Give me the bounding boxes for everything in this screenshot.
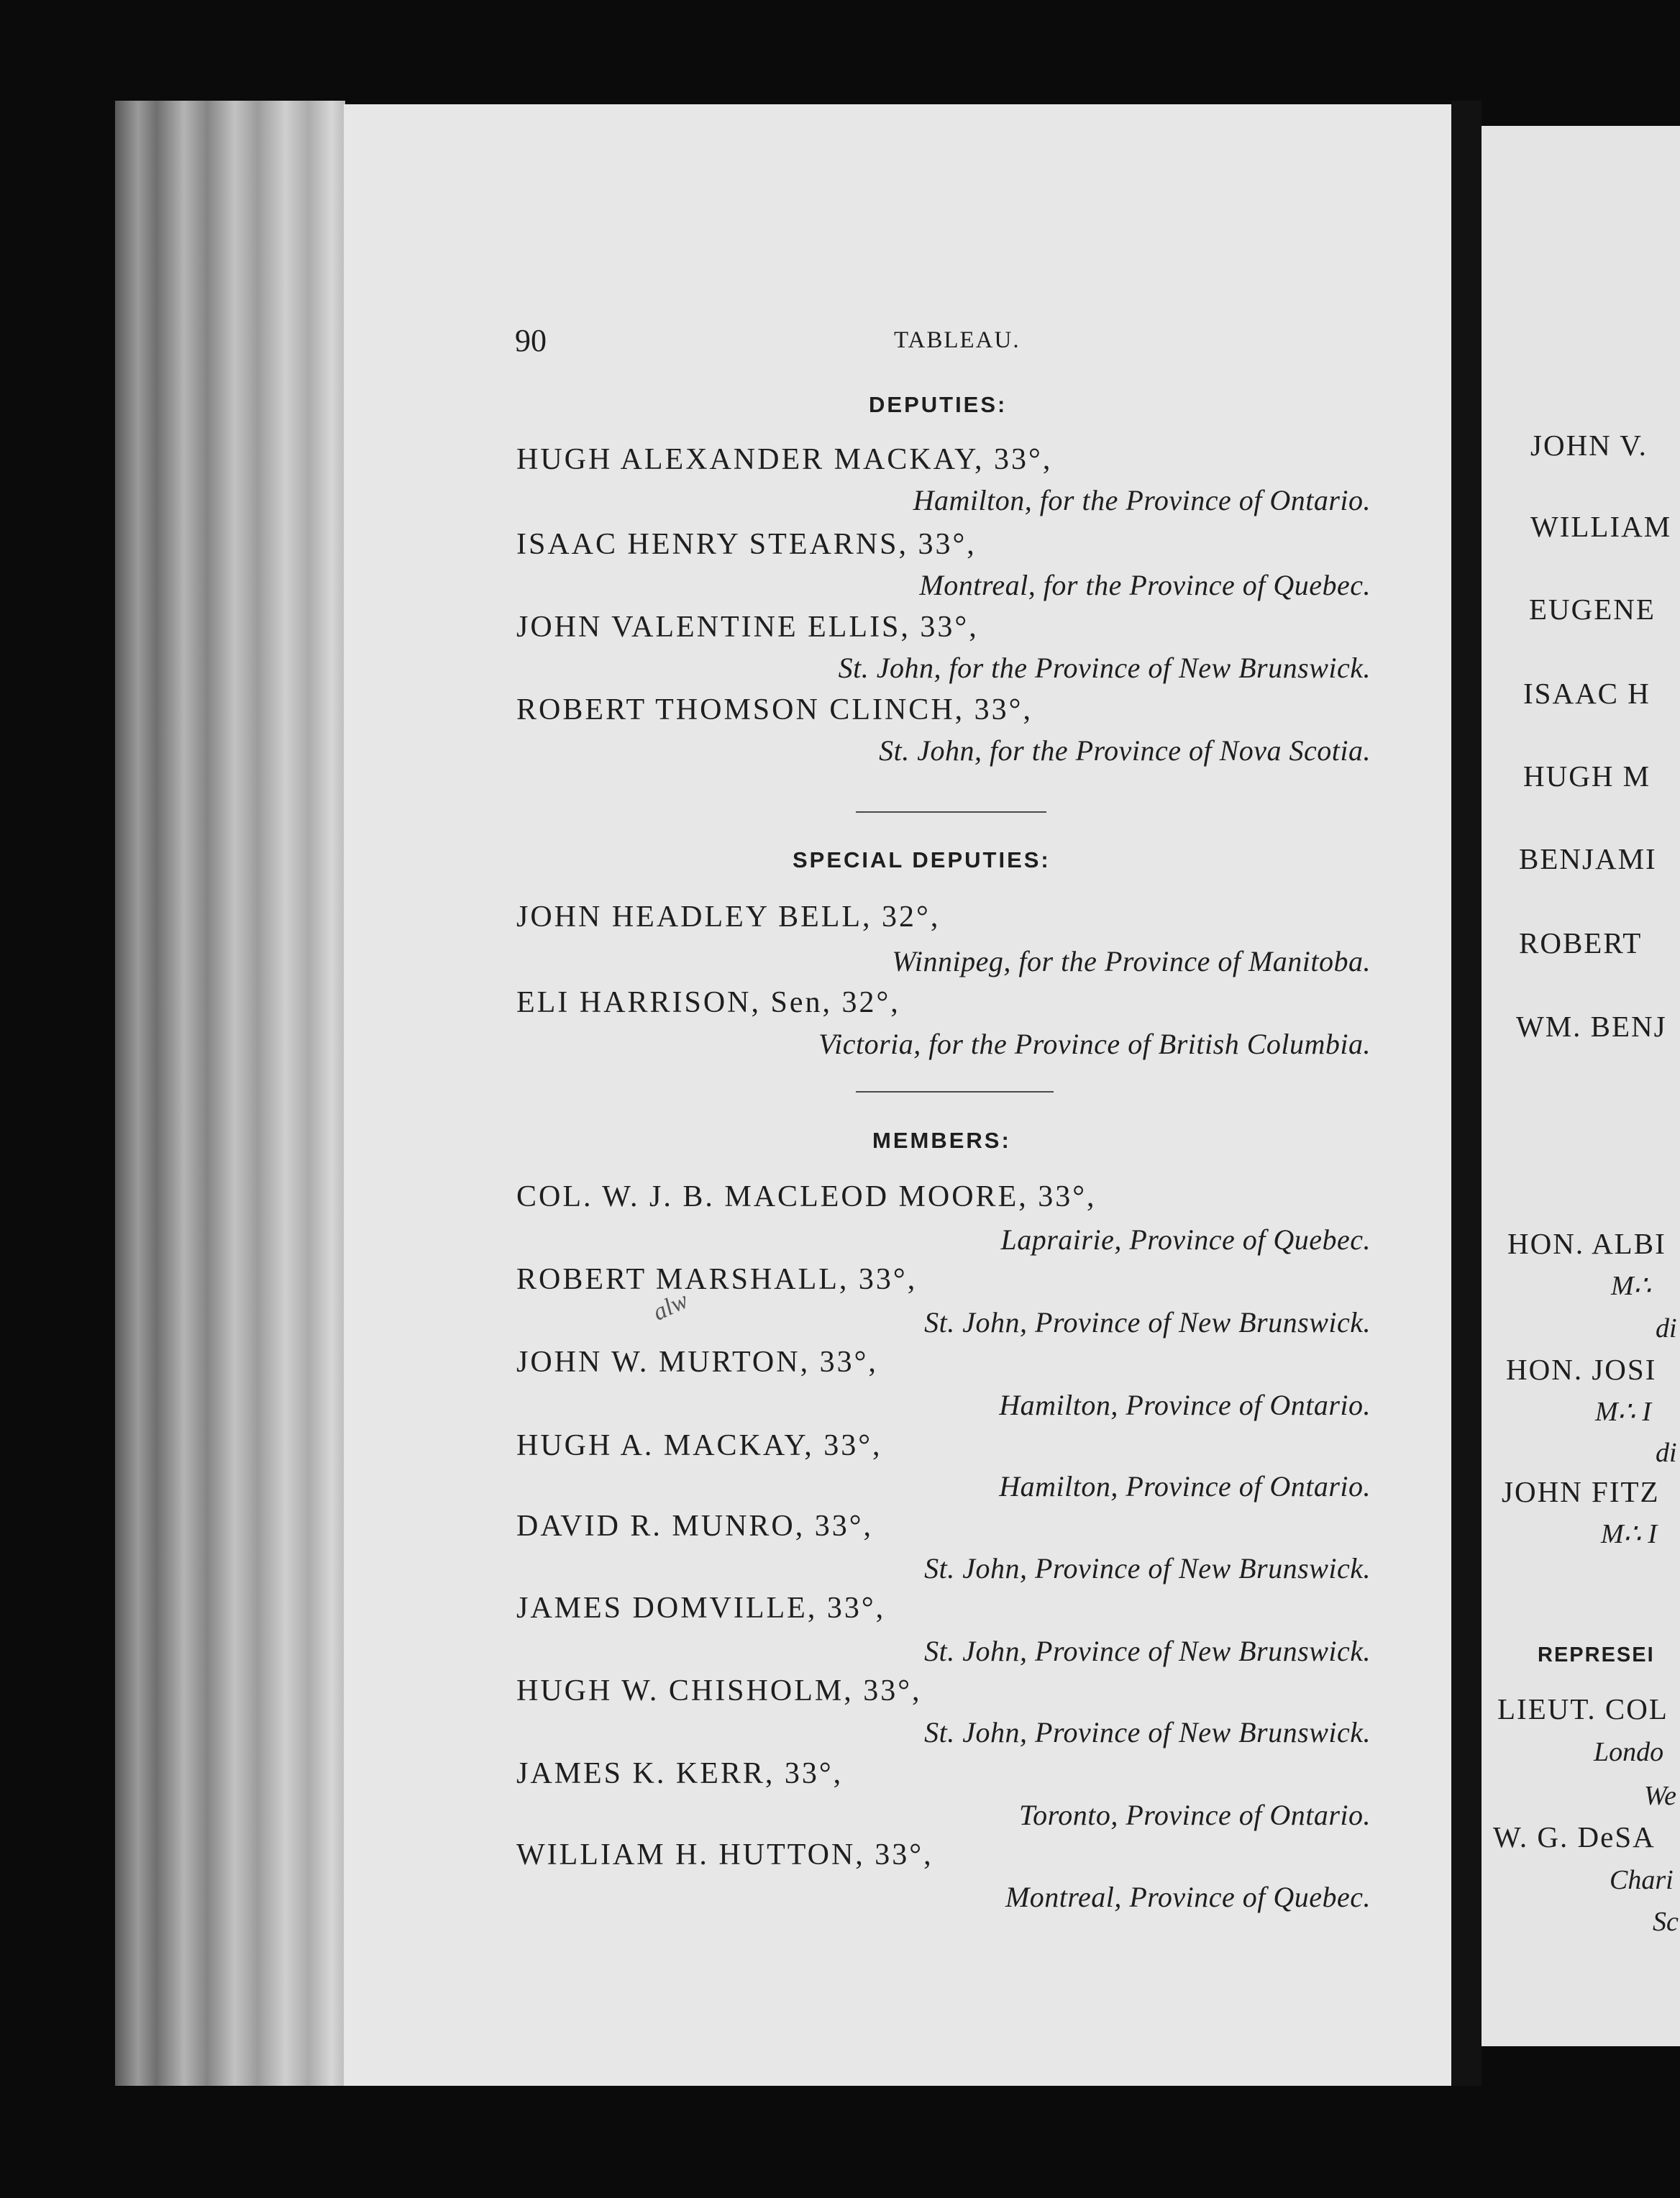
right-page-line: Londo bbox=[1594, 1737, 1664, 1767]
entry-place: St. John, Province of New Brunswick. bbox=[924, 1716, 1371, 1748]
entry-name: JOHN VALENTINE ELLIS, 33°, bbox=[516, 611, 979, 644]
book-gutter bbox=[1451, 101, 1482, 2086]
entry-name: ISAAC HENRY STEARNS, 33°, bbox=[516, 528, 977, 561]
right-page-line: We bbox=[1644, 1781, 1677, 1811]
entry-place: St. John, Province of New Brunswick. bbox=[924, 1635, 1371, 1667]
entry-place: Hamilton, for the Province of Ontario. bbox=[913, 484, 1371, 516]
entry-place: Hamilton, Province of Ontario. bbox=[999, 1470, 1371, 1502]
entry-place: Hamilton, Province of Ontario. bbox=[999, 1389, 1371, 1421]
right-page-line: M∴ I bbox=[1595, 1397, 1651, 1427]
entry-name: ROBERT MARSHALL, 33°, bbox=[516, 1263, 918, 1296]
entry-name: HUGH ALEXANDER MACKAY, 33°, bbox=[516, 443, 1053, 476]
running-head: TABLEAU. bbox=[894, 327, 1021, 353]
page-number: 90 bbox=[515, 323, 547, 358]
right-page-line: WILLIAM bbox=[1530, 510, 1672, 543]
entry-place: Winnipeg, for the Province of Manitoba. bbox=[892, 945, 1371, 977]
right-page-line: M∴ I bbox=[1601, 1519, 1657, 1549]
entry-name: HUGH A. MACKAY, 33°, bbox=[516, 1429, 882, 1462]
entry-place: St. John, for the Province of New Brunswick. bbox=[838, 652, 1371, 684]
section-divider bbox=[856, 1091, 1054, 1093]
right-page-line: EUGENE bbox=[1529, 593, 1656, 626]
entry-name: JOHN HEADLEY BELL, 32°, bbox=[516, 900, 941, 934]
entry-name: ELI HARRISON, Sen, 32°, bbox=[516, 986, 900, 1019]
entry-name: JAMES K. KERR, 33°, bbox=[516, 1757, 844, 1790]
right-page-line: ROBERT bbox=[1519, 926, 1643, 959]
right-page-line: JOHN V. bbox=[1530, 429, 1648, 462]
entry-name: COL. W. J. B. MACLEOD MOORE, 33°, bbox=[516, 1180, 1097, 1213]
right-page-line: HON. ALBI bbox=[1507, 1227, 1666, 1260]
right-page-line: HON. JOSI bbox=[1506, 1353, 1657, 1386]
right-page-line: di bbox=[1656, 1438, 1677, 1468]
right-page-line: LIEUT. COL bbox=[1497, 1692, 1668, 1725]
entry-place: St. John, Province of New Brunswick. bbox=[924, 1306, 1371, 1339]
right-page-line: Sc bbox=[1653, 1907, 1679, 1937]
right-page-line: M∴ bbox=[1611, 1271, 1651, 1301]
right-page-line: di bbox=[1656, 1313, 1677, 1344]
section-heading-deputies: DEPUTIES: bbox=[869, 392, 1008, 417]
entry-place: St. John, for the Province of Nova Scotia. bbox=[879, 734, 1371, 767]
entry-name: JAMES DOMVILLE, 33°, bbox=[516, 1592, 886, 1625]
entry-name: ROBERT THOMSON CLINCH, 33°, bbox=[516, 693, 1033, 726]
handwritten-note: alw bbox=[649, 1287, 693, 1326]
section-divider bbox=[856, 811, 1046, 813]
right-page-line: ISAAC H bbox=[1523, 677, 1651, 710]
right-page-line: JOHN FITZ bbox=[1502, 1475, 1660, 1508]
entry-place: Montreal, Province of Quebec. bbox=[1005, 1881, 1371, 1913]
right-page-line: HUGH M bbox=[1523, 760, 1651, 793]
entry-place: Montreal, for the Province of Quebec. bbox=[919, 569, 1371, 601]
entry-name: WILLIAM H. HUTTON, 33°, bbox=[516, 1838, 933, 1871]
entry-name: JOHN W. MURTON, 33°, bbox=[516, 1346, 878, 1379]
right-page-line: BENJAMI bbox=[1519, 842, 1657, 875]
right-page-line: W. G. DeSA bbox=[1493, 1820, 1656, 1853]
right-page-line: WM. BENJ bbox=[1516, 1010, 1667, 1043]
right-page-line: Chari bbox=[1610, 1865, 1674, 1895]
entry-place: Toronto, Province of Ontario. bbox=[1019, 1799, 1371, 1831]
entry-name: HUGH W. CHISHOLM, 33°, bbox=[516, 1674, 922, 1707]
section-heading-special-deputies: SPECIAL DEPUTIES: bbox=[793, 847, 1051, 872]
entry-place: Victoria, for the Province of British Columbia. bbox=[818, 1028, 1371, 1060]
entry-place: Laprairie, Province of Quebec. bbox=[1000, 1223, 1371, 1256]
right-page-heading: REPRESEI bbox=[1538, 1643, 1655, 1666]
page-edges bbox=[115, 101, 345, 2086]
entry-place: St. John, Province of New Brunswick. bbox=[924, 1552, 1371, 1584]
entry-name: DAVID R. MUNRO, 33°, bbox=[516, 1510, 874, 1543]
section-heading-members: MEMBERS: bbox=[872, 1128, 1011, 1153]
